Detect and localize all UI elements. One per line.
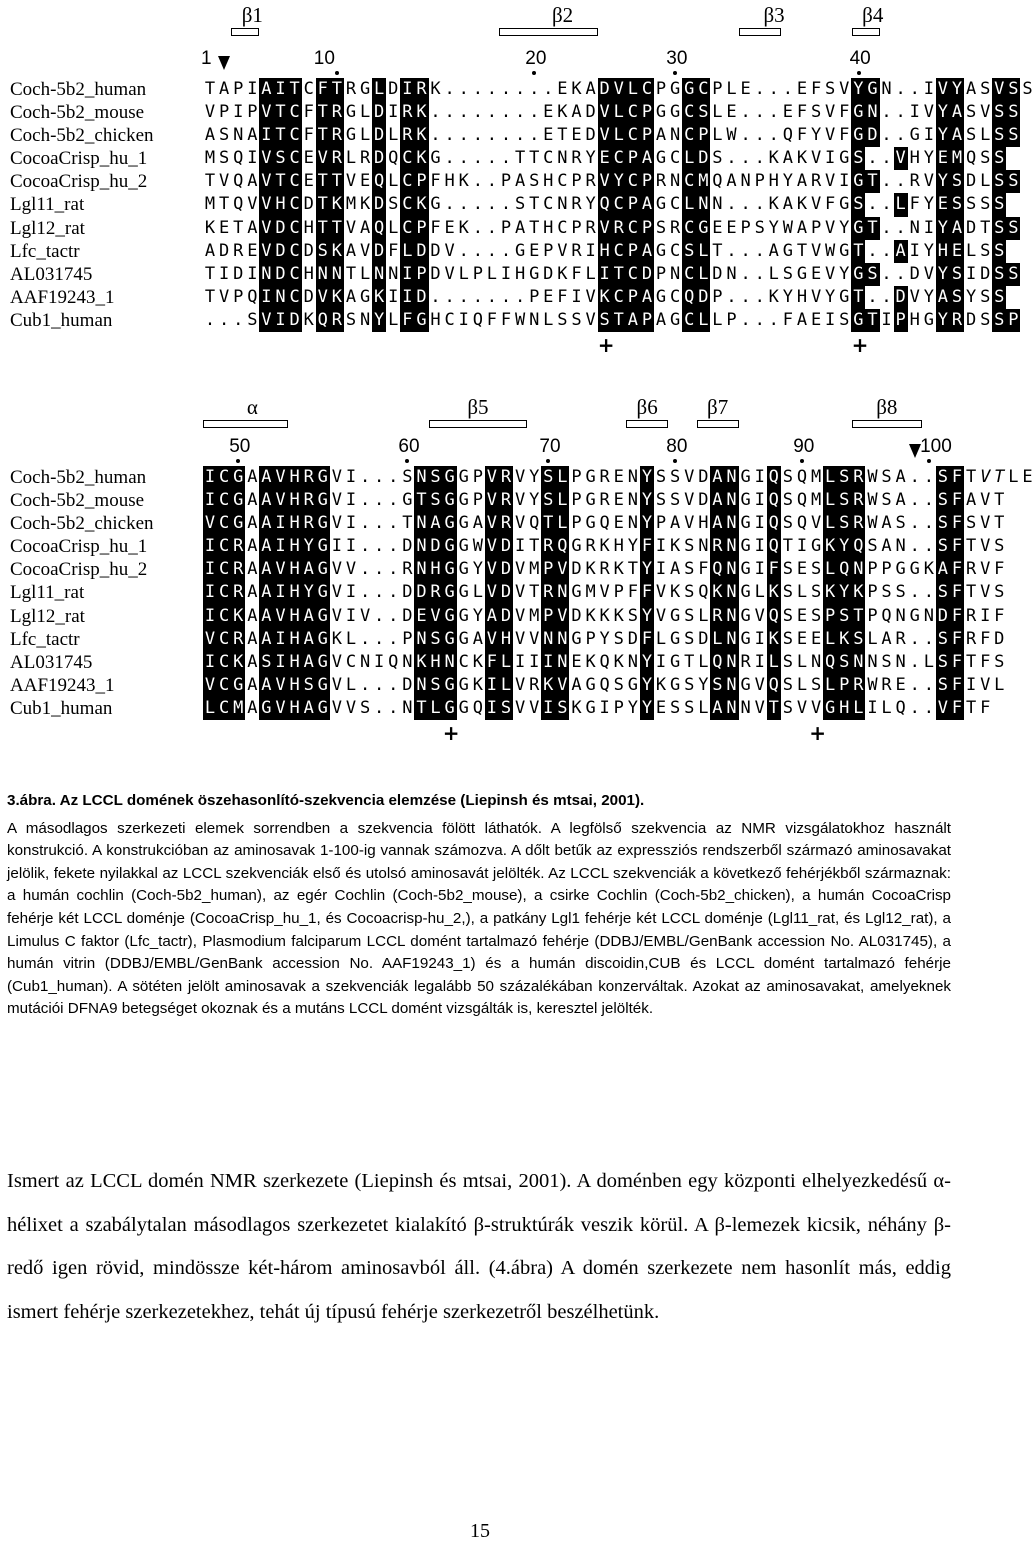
body-paragraph: Ismert az LCCL domén NMR szerkezete (Liepinsh és mtsai, 2001). A doménben egy központi elhelyezkedésű α-hélixet a szabálytalan másodlagos szerkezetet kialakító β-struktúrák veszik körül. A β-lemezek kicsik, néhány β-redő igen rövid, mindössze két-három aminosavból áll. (4.ábra) A domén szerkezete nem hasonlít más, eddig ismert fehérje szerkezetekhez, tehát új típusú fehérje szerkezetről beszélhetünk. (7, 1170, 951, 1323)
ss-label: β5 (467, 395, 489, 419)
alignment-panel-top (0, 0, 1033, 360)
sequence-block (203, 466, 1035, 720)
sequence-row: K E T A V D C H T T V A Q L C P F E K . . P A T H C P R V R C P S R C G E E P S Y W A P V Y G T . . N I Y A D T S S (203, 217, 1035, 240)
sequence-row: I C G A A V H R G V I . . . S N S G G P V R V Y S L P G R E N Y S S V D A N G I Q S Q M L S R W S A . . S F T V T L E (203, 466, 1035, 489)
sequence-name: Cub1_human (10, 697, 113, 719)
sequence-row: M S Q I V S C E V R L R D Q C K G . . . . . T T C N R Y E C P A G C L D S . . . K A K V I G S . . V H Y E M Q S S (203, 147, 1035, 170)
sequence-name: Lgl12_rat (10, 217, 85, 239)
caption-text: A másodlagos szerkezeti elemek sorrendben a szekvencia fölött láthatók. A legfölső szekvencia az NMR vizsgálatokhoz használt konstrukció. A konstrukcióban az aminosavak 1-100-ig vannak számozva. A dőlt betűk az expressziós rendszerből származó aminosavakat jelölik, fekete nyilakkal az LCCL szekvenciák első és utolsó aminosavát jelölték. Az LCCL szekvenciák a következő fehérjékből származnak: a humán cochlin (Coch-5b2_human), az egér Cochlin (Coch-5b2_mouse), a csirke Cochlin (Coch-5b2_chicken), a humán CocoaCrisp fehérje két LCCL doménje (CocoaCrisp_hu_1, és Cocoacrisp-hu_2,), a patkány Lgl1 fehérje két LCCL doménje (Lgl11_rat, és Lgl12_rat), a Limulus C faktor (Lfc_tactr), Plasmodium falciparum LCCL domént tartalmazó fehérje (DDBJ/EMBL/GenBank accession No. AL031745), a humán vitrin (DDBJ/EMBL/GenBank accession No. AAF19243_1) és a humán discoidin,CUB és LCCL domént tartalmazó fehérje (Cub1_human). A sötéten jelölt aminosavak a szekvenciák legalább 50 százalékában konzerváltak. Azokat az aminosavakat, amelyeknek mutációi DFNA9 betegséget okoznak és a mutáns LCCL domént vizsgálták is, keresztel jelölték. (7, 819, 951, 1018)
sequence-name: CocoaCrisp_hu_1 (10, 148, 148, 170)
sequence-names (10, 466, 154, 720)
ss-label: β1 (241, 3, 263, 27)
sequence-row: I C R A A I H Y G I I . . . D N D G G W V D I T R Q G R K H Y F I K S N R N G I Q T I G K Y Q S A N . . S F T V S (203, 535, 1035, 558)
sequence-block (203, 78, 1035, 332)
position-dot (927, 459, 931, 463)
ss-label: β2 (551, 3, 574, 27)
caption-title: 3.ábra. Az LCCL domének öszehasonlító-szekvencia elemzése (Liepinsh és mtsai, 2001). (7, 792, 645, 809)
ss-box (429, 420, 528, 428)
sequence-row: L C M A G V H A G V V S . . N T L G G Q I S V V I S K G I P Y Y E S S L A N N V T S V V G H L I L Q . . V F T F (203, 697, 1035, 720)
mutation-plus-icon: + (851, 333, 869, 357)
position-dot (546, 459, 550, 463)
residue-number: 90 (793, 436, 815, 457)
sequence-row: A S N A I T C F T R G L D L R K . . . . . . . . E T E D V L C P A N C P L W . . . Q F Y V F G D . . G I Y A S L S S (203, 124, 1035, 147)
sequence-row: I C R A A I H Y G V I . . . D D R G G L V D V T R N G M V P F F V K S Q K N G L K S L S K Y K P S S . . S F T V S (203, 581, 1035, 604)
residue-number: 20 (525, 48, 547, 69)
ss-label: β7 (707, 395, 729, 419)
sequence-name: Lgl11_rat (10, 194, 85, 216)
position-dot (405, 459, 409, 463)
sequence-row: A D R E V D C D S K A V D F L D D V . . . . G E P V R I H C P A G C S L T . . . A G T V W G T . . A I Y H E L S S (203, 240, 1035, 263)
sequence-row: V C R A A I H A G K L . . . P N S G G A V H V V N N G P Y S D F L G S D L N G I K S E E L K S L A R . . S F R F D (203, 628, 1035, 651)
sequence-name: Coch-5b2_human (10, 79, 147, 100)
sequence-row: T V P Q I N C D V K A G K I I D . . . . . . . P E F I V K C P A G C Q D P . . . K Y H V Y G T . . D V Y A S Y S S (203, 286, 1035, 309)
residue-number: 60 (398, 436, 420, 457)
position-dot (857, 71, 861, 75)
mutation-plus-icon: + (442, 721, 460, 745)
residue-number: 30 (666, 48, 688, 69)
position-dot (673, 71, 677, 75)
sequence-name: AAF19243_1 (10, 286, 115, 308)
sequence-name: CocoaCrisp_hu_2 (10, 559, 148, 581)
sequence-name: Coch-5b2_mouse (10, 102, 145, 124)
ss-label: β4 (862, 3, 884, 27)
sequence-row: M T Q V V H C D T K M K D S C K G . . . . . S T C N R Y Q C P A G C L N N . . . K A K V F G S . . L F Y E S S S S (203, 193, 1035, 216)
ss-label: β3 (763, 3, 785, 27)
mutation-plus-icon: + (809, 721, 827, 745)
sequence-names (10, 78, 154, 332)
sequence-row: I C K A S I H A G V C N I Q N K H N C K F L I I I N E K Q K N Y I G T L Q N R I L S L N Q S N N S N . L S F T F S (203, 651, 1035, 674)
ss-box (739, 28, 781, 36)
alignment-panel-bottom (0, 390, 1033, 750)
sequence-name: CocoaCrisp_hu_1 (10, 536, 148, 558)
sequence-row: T I D I N D C H N N T L N N I P D V L P L I H G D K F L I T C D P N C L D N . . L S G E V Y G S . . D V Y S I D S S (203, 263, 1035, 286)
ss-label: β6 (636, 395, 658, 419)
ss-box (231, 28, 259, 36)
sequence-row: I C K A A V H A G V I V . . D E V G G Y A D V M P V D K K K S Y V G S L R N G V Q S E S P S T P Q N G N D F R I F (203, 605, 1035, 628)
ss-box (697, 420, 739, 428)
residue-number: 80 (666, 436, 688, 457)
sequence-name: Lfc_tactr (10, 628, 80, 650)
page-number: 15 (470, 1520, 490, 1542)
ss-label: β8 (876, 395, 898, 419)
residue-number: 70 (539, 436, 561, 457)
position-dot (673, 459, 677, 463)
residue-number: 100 (920, 436, 952, 457)
ss-box (499, 28, 598, 36)
ss-box (852, 420, 923, 428)
sequence-row: T V Q A V T C E T T V E Q L C P F H K . . P A S H C P R V Y C P R N C M Q A N P H Y A R V I G T . . R V Y S D L S S (203, 170, 1035, 193)
position-dot (236, 459, 240, 463)
sequence-row: I C R A A V H A G V V . . . R N H G G Y V D V M P V D K R K T Y I A S F Q N G I F S E S L Q N P P G G K A F R V F (203, 558, 1035, 581)
figure-caption (7, 790, 951, 1021)
residue-number: 40 (849, 48, 871, 69)
sequence-row: T A P I A I T C F T R G L D I R K . . . . . . . . E K A D V L C P G G C P L E . . . E F S V Y G N . . I V Y A S V S S (203, 78, 1035, 101)
sequence-name: AL031745 (10, 651, 93, 673)
residue-number: 50 (229, 436, 251, 457)
sequence-name: Lgl12_rat (10, 605, 85, 627)
ss-box (203, 420, 288, 428)
sequence-row: V P I P V T C F T R G L D I R K . . . . . . . . E K A D V L C P G G C S L E . . . E F S V F G N . . I V Y A S V S S (203, 101, 1035, 124)
sequence-name: Coch-5b2_chicken (10, 125, 154, 147)
sequence-name: CocoaCrisp_hu_2 (10, 171, 148, 193)
sequence-name: Lgl11_rat (10, 582, 85, 604)
ss-label: α (246, 395, 258, 419)
sequence-row: V C G A A I H R G V I . . . T N A G G A V R V Q T L P G Q E N Y P A V H A N G I Q S Q V L S R W A S . . S F S V T (203, 512, 1035, 535)
sequence-name: AL031745 (10, 263, 93, 285)
sequence-row: V C G A A V H S G V L . . . D N S G G K I L V R K V A G Q S G Y K G S Y S N G V Q S L S L P R W R E . . S F I V L (203, 674, 1035, 697)
sequence-name: Coch-5b2_mouse (10, 490, 145, 512)
sequence-row: I C G A A V H R G V I . . . G T S G G P V R V Y S L P G R E N Y S S V D A N G I Q S Q M L S R W S A . . S F A V T (203, 489, 1035, 512)
sequence-row: . . . S V I D K Q R S N Y L F G H C I Q F F W N L S S V S T A P A G C L L P . . . F A E I S G T I P H G Y R D S S P (203, 309, 1035, 332)
sequence-name: Lfc_tactr (10, 240, 80, 262)
boundary-arrow-icon (218, 56, 230, 70)
ss-box (852, 28, 880, 36)
boundary-arrow-icon (909, 444, 921, 458)
position-dot (335, 71, 339, 75)
sequence-name: Coch-5b2_chicken (10, 513, 154, 535)
position-dot (532, 71, 536, 75)
residue-number: 10 (313, 48, 335, 69)
position-dot (800, 459, 804, 463)
ss-box (626, 420, 668, 428)
mutation-plus-icon: + (597, 333, 615, 357)
sequence-name: AAF19243_1 (10, 674, 115, 696)
sequence-name: Coch-5b2_human (10, 467, 147, 488)
residue-number: 1 (201, 48, 212, 69)
sequence-name: Cub1_human (10, 309, 113, 331)
